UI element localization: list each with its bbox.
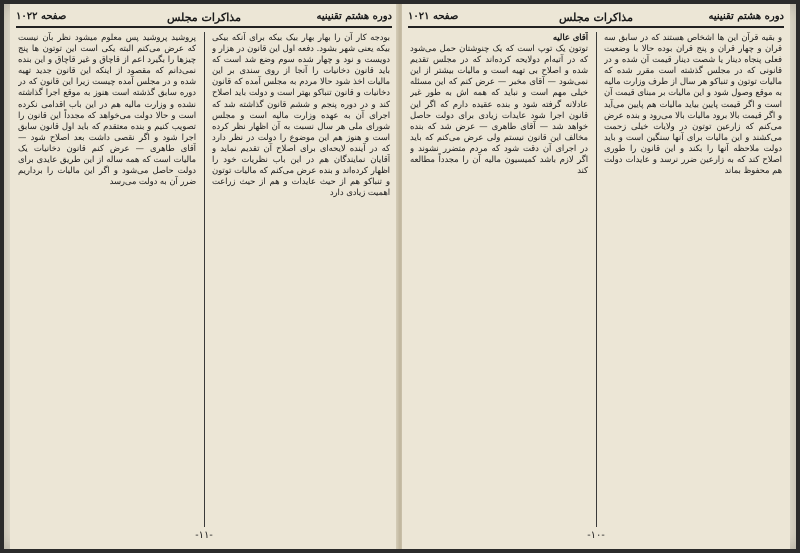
- right-column-1-text: و بقیه قرآن این ها اشخاص هستند که در سابق سه قران و چهار قران و پنج قران بوده حالا با وضعیت فعلی پنجاه دینار یا شصت دینار قیمت آن شده و در قانونی که در مجلس گذشته است مقرر شده که مالیات توتون و تنباکو هر سال از طرف وزارت مالیه به موقع وصول شود و این مالیات بر مبنای قیمت آن است و اگر قیمت پایین بیاید مالیات هم پایین می‌آید و اگر قیمت بالا برود مالیات بالا می‌رود و بنده عرض می‌کنم که زارعین توتون در ولایات خیلی زحمت می‌کشند و این مالیات برای آنها سنگین است و باید دولت ملاحظه آنها را بکند و این قانون را طوری اصلاح کند که به زارعین ضرر نرسد و عایدات دولت هم محفوظ بماند: [604, 32, 782, 176]
- right-column-divider: [596, 32, 597, 527]
- right-header-page-label: صفحه ۱۰۲۱: [408, 11, 459, 22]
- right-column-2-subhead: آقای عالیه: [552, 32, 588, 42]
- left-column-2-text: پروشید پروشید پس معلوم میشود نظر بآن نیست که عرض می‌کنم البته یکی است این توتون ها پنج چیزها را بگیرد اعم از قاچاق و غیر قاچاق و این بنده نمی‌دانم که مقصود از اینکه این قانون جدید تهیه شده و در مجلس آمده چیست زیرا این قانون که در دوره سابق گذشته است هنوز به موقع اجرا گذاشته نشده و وزارت مالیه هم در این باب اقدامی نکرده است و حالا دولت می‌خواهد که مجدداً این قانون را تصویب کنیم و بنده معتقدم که باید اول قانون سابق اجرا شود و اگر نقصی داشت بعد اصلاح شود — آقای طاهری — عرض کنم قانون دخانیات یک مالیات است که همه ساله از این طریق عایدی برای دولت حاصل می‌شود و اگر این مالیات را برداریم ضرر آن به دولت می‌رسد: [18, 32, 196, 187]
- left-page-number: -۱۱-: [195, 530, 213, 541]
- right-page-header: [408, 10, 784, 28]
- left-page-column-1: [212, 32, 390, 527]
- left-page-body: [18, 32, 390, 527]
- right-page-column-2: [410, 32, 588, 527]
- left-page: [10, 4, 398, 549]
- scanned-page-spread: [4, 4, 796, 549]
- left-page-header: [16, 10, 392, 28]
- left-column-1-text: بودجه کار آن را بهار بهار بیک بیکه برای آنکه بیکی بیکه یعنی شهر بشود. دفعه اول این قانون در هزار و دویست و نود و چهار شده سوم وضع شد است که باید قانون دخانیات را آنجا از روی سندی بر این مالیات اخذ شود حالا مردم به مجلس آمده که قانون دخانیات و قانون تنباکو بهتر است و دولت باید اصلاح کند و در دوره پنجم و ششم قانون گذاشته شد که اجرای آن به عهده وزارت مالیه است و مجلس شورای ملی هر سال نسبت به آن اظهار نظر کرده است و هنوز هم این موضوع را دولت در نظر دارد که در آینده لایحه‌ای برای اصلاح آن تقدیم نماید و آقایان نمایندگان هم در این باب نظریات خود را اظهار کرده‌اند و بنده عرض می‌کنم که مالیات توتون و تنباکو هم از حیث عایدات و هم از حیث زراعت اهمیت زیادی دارد: [212, 32, 390, 198]
- right-column-2-text: توتون یک توپ است که یک چنوشتان حمل می‌شود که در آتیه‌ام دولایحه کرده‌اند که در مجلس تقدیم شده و اصلاح بی تهیه است و مالیات بیشتر از این نمی‌شود — آقای مخبر — عرض کنم که این مسئله خیلی مهم است و نباید که همه اش به طور غیر عادلانه گرفته شود و بنده عقیده دارم که اگر این قانون اجرا شود عایدات زیادی برای دولت حاصل خواهد شد — آقای طاهری — عرض شد که بنده مخالف این قانون نیستم ولی عرض می‌کنم که باید در اجرای آن دقت شود که مردم متضرر نشوند و اگر لازم باشد کمیسیون مالیه آن را مجدداً مطالعه کند: [410, 43, 588, 176]
- right-header-title: مذاکرات مجلس: [559, 11, 633, 24]
- right-page: [402, 4, 790, 549]
- left-column-divider: [204, 32, 205, 527]
- left-header-title: مذاکرات مجلس: [167, 11, 241, 24]
- right-header-session: دوره هشتم تقنینیه: [708, 11, 784, 22]
- right-page-body: [410, 32, 782, 527]
- left-header-page-label: صفحه ۱۰۲۲: [16, 11, 67, 22]
- right-page-number: -۱۰-: [587, 530, 605, 541]
- right-page-column-1: [604, 32, 782, 527]
- left-header-session: دوره هشتم تقنینیه: [316, 11, 392, 22]
- left-page-column-2: [18, 32, 196, 527]
